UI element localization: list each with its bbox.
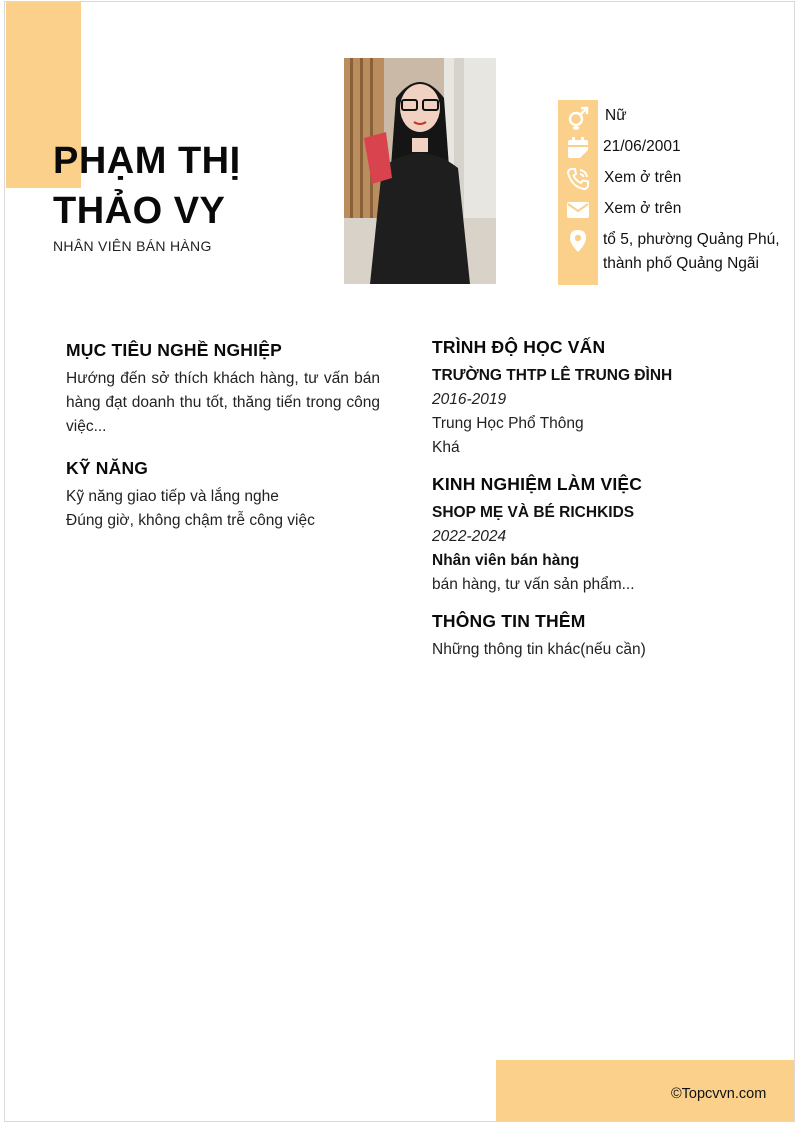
candidate-name [53, 136, 343, 236]
skills-section [66, 458, 380, 533]
resume-page [4, 1, 795, 1122]
gender-icon [566, 106, 590, 130]
extra-section [432, 611, 772, 662]
location-pin-icon [566, 229, 590, 253]
experience-description: bán hàng, tư vấn sản phẩm... [432, 576, 635, 593]
experience-period: 2022-2024 [432, 528, 507, 545]
company-name: SHOP MẸ VÀ BÉ RICHKIDS [432, 504, 635, 521]
skills-title: KỸ NĂNG [66, 458, 149, 478]
copyright-text: ©Topcvvn.com [671, 1086, 767, 1102]
education-title: TRÌNH ĐỘ HỌC VẤN [432, 337, 606, 357]
experience-position: Nhân viên bán hàng [432, 552, 580, 569]
education-section [432, 337, 772, 460]
objective-section [66, 340, 380, 439]
objective-text: Hướng đến sở thích khách hàng, tư vấn bán hàng đạt doanh thu tốt, thăng tiến trong công việc... [66, 370, 380, 435]
extra-title: THÔNG TIN THÊM [432, 611, 586, 631]
address-line-1: tổ 5, phường Quảng Phú, [603, 231, 780, 248]
phone-text: Xem ở trên [604, 169, 682, 186]
experience-section [432, 474, 772, 597]
address-line-2: thành phố Quảng Ngãi [603, 255, 759, 272]
envelope-icon [566, 198, 590, 222]
gender-text: Nữ [605, 107, 627, 124]
skill-item: Đúng giờ, không chậm trễ công việc [66, 512, 315, 529]
name-line-2: THẢO VY [53, 190, 226, 232]
experience-title: KINH NGHIỆM LÀM VIỆC [432, 474, 643, 494]
name-line-1: PHẠM THỊ [53, 140, 241, 182]
birthday-text: 21/06/2001 [603, 138, 681, 155]
calendar-icon [566, 136, 590, 160]
job-title: NHÂN VIÊN BÁN HÀNG [53, 238, 212, 254]
contact-icon-bar [558, 100, 598, 285]
education-period: 2016-2019 [432, 391, 507, 408]
email-text: Xem ở trên [604, 200, 682, 217]
address-text [603, 228, 793, 276]
phone-icon [566, 167, 590, 191]
education-level: Trung Học Phổ Thông [432, 415, 584, 432]
profile-photo [344, 58, 496, 284]
extra-text: Những thông tin khác(nếu cần) [432, 641, 646, 658]
school-name: TRƯỜNG THTP LÊ TRUNG ĐÌNH [432, 367, 673, 384]
education-grade: Khá [432, 439, 460, 456]
skill-item: Kỹ năng giao tiếp và lắng nghe [66, 488, 279, 505]
objective-title: MỤC TIÊU NGHỀ NGHIỆP [66, 340, 282, 360]
